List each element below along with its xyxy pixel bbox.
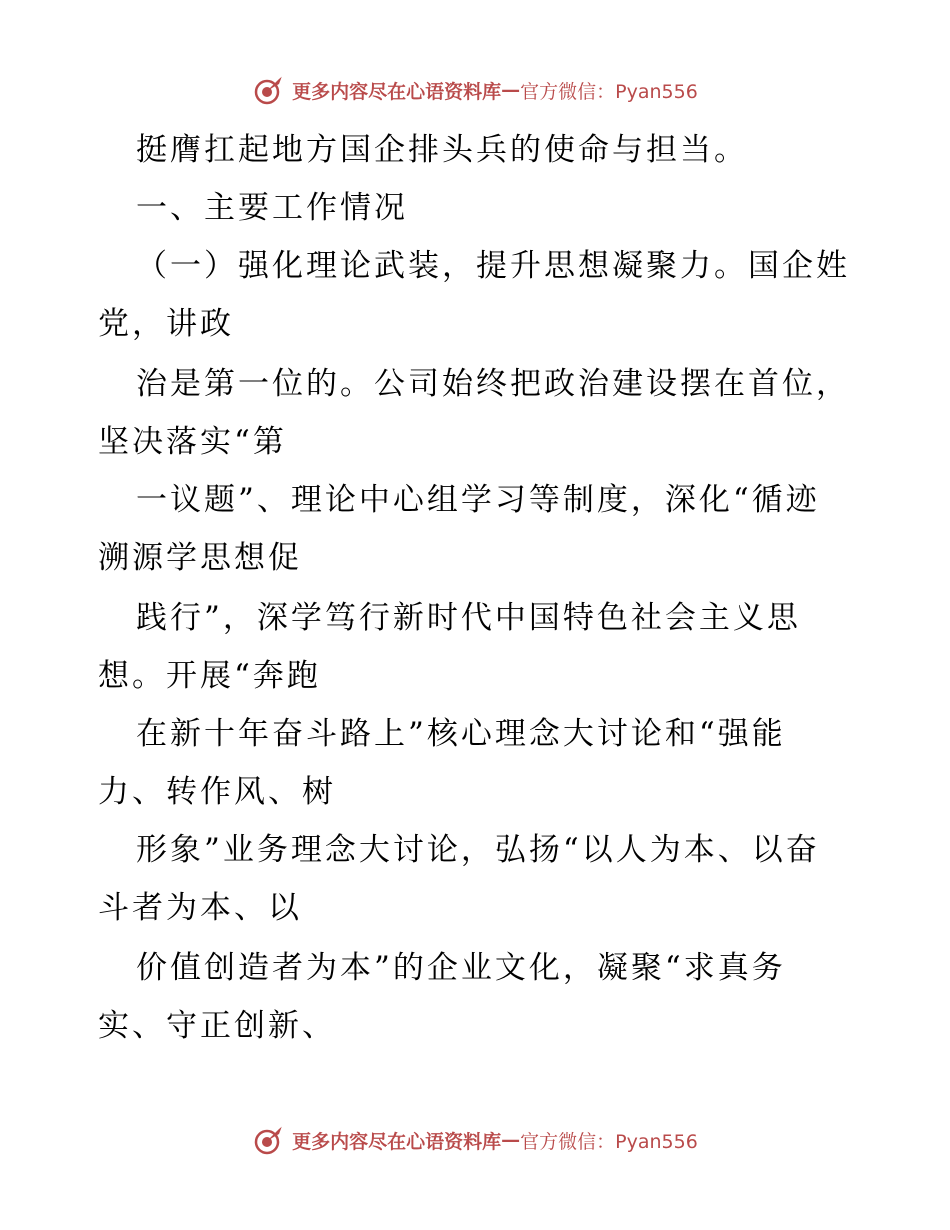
body-line: 形象”业务理念大讨论，弘扬“以人为本、以奋 bbox=[136, 832, 820, 868]
body-line: 治是第一位的。公司始终把政治建设摆在首位， bbox=[136, 366, 850, 402]
body-line: 在新十年奋斗路上”核心理念大讨论和“强能 bbox=[136, 716, 786, 752]
body-line: 一议题”、理论中心组学习等制度，深化“循迹 bbox=[136, 482, 820, 518]
banner-wechat-text: 官方微信：Pyan556 bbox=[520, 80, 698, 103]
banner-dash: — bbox=[501, 79, 521, 101]
body-line: 践行”，深学笃行新时代中国特色社会主义思 bbox=[136, 600, 801, 636]
banner-brand-text: 更多内容尽在心语资料库 bbox=[292, 1130, 502, 1153]
body-line: 力、转作风、树 bbox=[98, 774, 336, 810]
body-line: 想。开展“奔跑 bbox=[98, 658, 321, 694]
banner-dash: — bbox=[501, 1129, 521, 1151]
banner-brand-text: 更多内容尽在心语资料库 bbox=[292, 80, 502, 103]
body-line: 挺膺扛起地方国企排头兵的使命与担当。 bbox=[136, 132, 748, 168]
header-banner bbox=[0, 70, 950, 110]
banner-wechat-text: 官方微信：Pyan556 bbox=[520, 1130, 698, 1153]
feather-pen-logo-icon bbox=[252, 1123, 286, 1157]
feather-pen-logo-icon bbox=[252, 73, 286, 107]
body-line: 斗者为本、以 bbox=[98, 890, 302, 926]
subsection-heading-line: （一）强化理论武装，提升思想凝聚力。国企姓 bbox=[136, 248, 850, 284]
section-heading: 一、主要工作情况 bbox=[136, 190, 408, 226]
body-line: 价值创造者为本”的企业文化，凝聚“求真务 bbox=[136, 950, 786, 986]
footer-banner bbox=[0, 1120, 950, 1160]
body-line: 坚决落实“第 bbox=[98, 424, 287, 460]
body-line: 溯源学思想促 bbox=[98, 540, 302, 576]
body-line: 实、守正创新、 bbox=[98, 1008, 336, 1044]
body-line: 党，讲政 bbox=[98, 306, 234, 342]
